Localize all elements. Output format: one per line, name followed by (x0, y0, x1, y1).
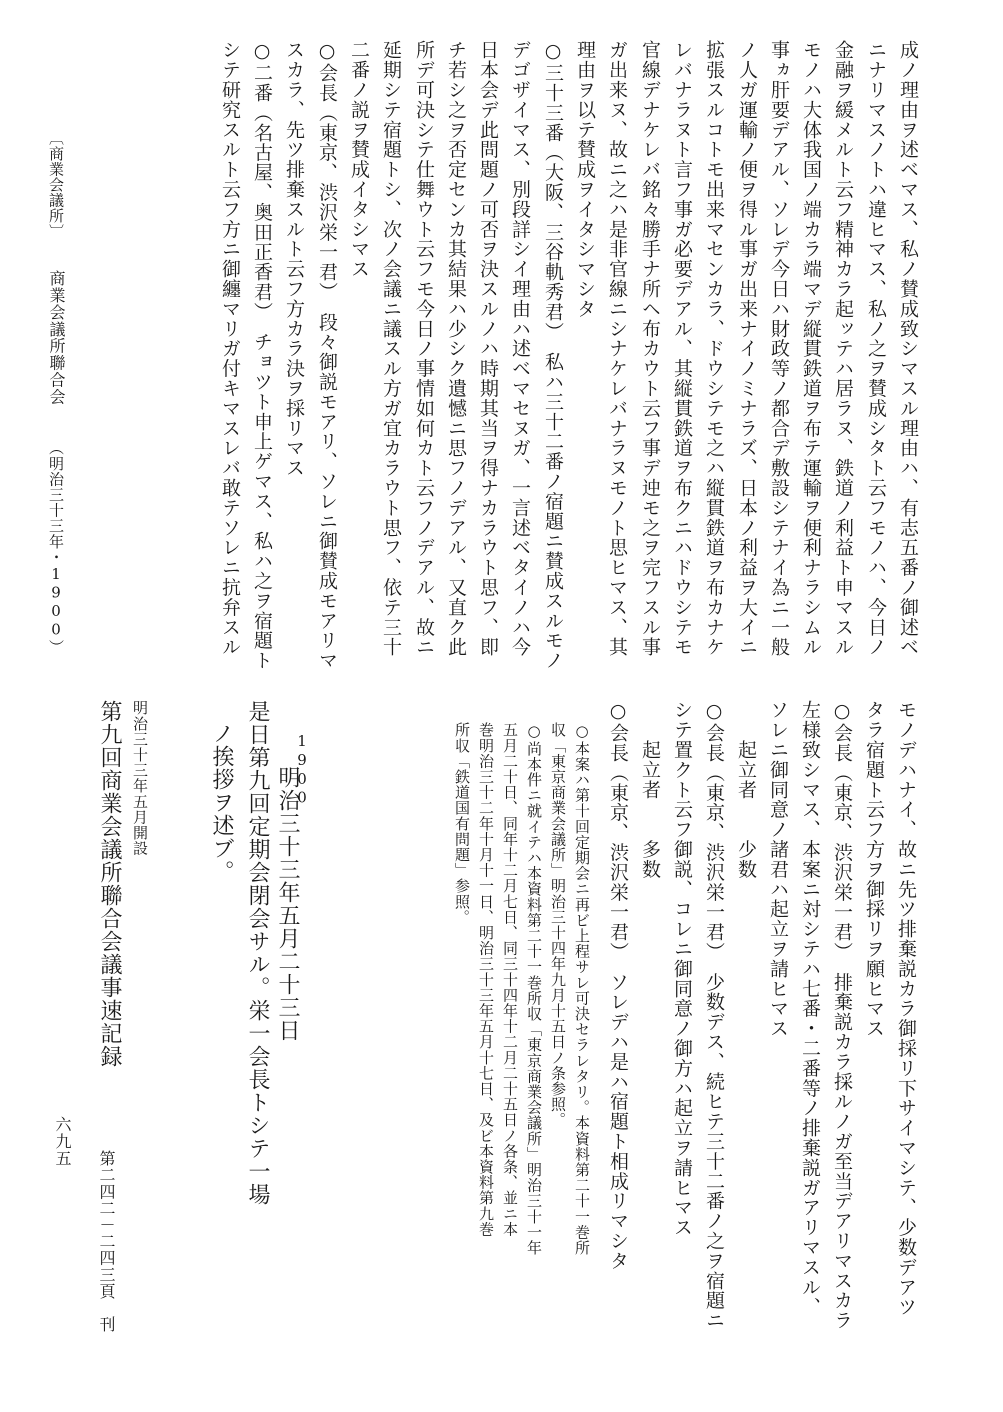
upper-text-column: ガ出来ヌ、故ニ之ハ是非官線ニシナケレバナラヌモノト思ヒマス、其 (606, 40, 628, 657)
upper-text-column: 拡張スルコトモ出来マセンカラ、ドウシテモ之ハ縦貫鉄道ヲ布カナケ (703, 40, 725, 657)
upper-text-column: 事ヵ肝要デアル、ソレデ今日ハ財政等ノ都合デ敷設シテナイ為ニ一般 (768, 40, 790, 657)
upper-text-column: チ若シ之ヲ否定センカ其結果ハ少シク遺憾ニ思フノデアル、又直ク此 (445, 40, 467, 657)
running-head-category: 〔商業会議所〕 (47, 130, 65, 240)
lower-text-column: 起立者 多数 (639, 700, 661, 880)
upper-text-column: 理由ヲ以テ賛成ヲイタシマシタ (574, 40, 596, 319)
upper-text-column: スカラ、先ツ排棄スルト云フ方カラ決ヲ採リマス (283, 40, 305, 478)
dated-entry-line-2: ノ挨拶ヲ述ブ。 (209, 722, 234, 883)
lower-text-column: ソレニ御同意ノ諸君ハ起立ヲ請ヒマス (767, 700, 789, 1039)
lower-text-column: ○会長（東京、渋沢栄一君） 排棄説カラ採ルノガ至当デアリマスカラ (831, 700, 853, 1331)
upper-text-column: 日本会デ此問題ノ可否ヲ決スルノハ時期其当ヲ得ナカラウト思フ、即 (477, 40, 499, 657)
editorial-note-column: 五月二十日、同年十二月七日、同三十四年十二月二十五日ノ各条、並ニ本 (501, 722, 519, 1237)
upper-text-column: 官線デナケレバ銘々勝手ナ所ヘ布カウト云フ事デ迚モ之ヲ完フスル事 (639, 40, 661, 657)
lower-text-column: ○会長（東京、渋沢栄一君） 少数デス、続ヒテ三十二番ノ之ヲ宿題ニ (703, 700, 725, 1331)
upper-text-column: 金融ヲ緩メルト云フ精神カラ起ッテハ居ラヌ、鉄道ノ利益ト申マスル (832, 40, 854, 657)
lower-text-column: 起立者 少数 (735, 700, 757, 880)
year-label: 1900 (293, 732, 311, 808)
upper-text-column: シテ研究スルト云フ方ニ御纏マリガ付キマスレバ敢テソレニ抗弁スル (219, 40, 241, 657)
entry-date: 明治三十三年五月二十三日 (275, 766, 300, 1042)
running-head-title: 商業会議所聯合会 (47, 270, 66, 406)
upper-text-column: モノハ大体我国ノ端カラ端マデ縦貫鉄道ヲ布テ運輸ヲ便利ナラシムル (800, 40, 822, 657)
lower-text-column: シテ置クト云フ御説、コレニ御同意ノ御方ハ起立ヲ請ヒマス (671, 700, 693, 1238)
running-head-year: （明治三十三年・1900） (47, 440, 65, 655)
upper-text-column: ○二番（名古屋、奥田正香君） チョツト申上ゲマス、私ハ之ヲ宿題ト (251, 40, 273, 671)
upper-text-column: 所デ可決シテ仕舞ウト云フモ今日ノ事情如何カト云フノデアル、故ニ (413, 40, 435, 657)
editorial-note-column: 所収「鉄道国有問題」参照。 (453, 722, 471, 925)
dated-entry-line-1: 是日第九回定期会閉会サル。栄一会長トシテ一場 (245, 700, 270, 1206)
upper-text-column: 延期シテ宿題トシ、次ノ会議ニ議スル方ガ宜カラウト思フ、依テ三十 (380, 40, 402, 657)
record-pages: 第二四二－二四三頁 刊 (97, 1150, 116, 1333)
editorial-note-column: ○尚本件ニ就イテハ本資料第二十一巻所収「東京商業会議所」明治三十一年 (525, 722, 543, 1256)
upper-text-column: ○三十三番（大阪、三谷軌秀君） 私ハ三十二番ノ宿題ニ賛成スルモノ (542, 40, 564, 671)
lower-text-column: ○会長（東京、渋沢栄一君） ソレデハ是ハ宿題ト相成リマシタ (607, 700, 629, 1271)
upper-text-column: レバナラヌト言フ事ガ必要デアル、其縦貫鉄道ヲ布クニハドウシテモ (671, 40, 693, 657)
editorial-note-column: 巻明治三十二年十月十一日、明治三十三年五月十七日、及ビ本資料第九巻 (477, 722, 495, 1237)
opened-note: 明治三十三年五月開設 (131, 700, 149, 856)
upper-text-column: ○会長（東京、渋沢栄一君） 段々御説モアリ、ソレニ御賛成モアリマ (316, 40, 338, 671)
editorial-note-column: 収「東京商業会議所」明治三十四年九月十五日ノ条参照。 (549, 722, 567, 1128)
lower-text-column: 左様致シマス、本案ニ対シテハ七番・二番等ノ排棄説ガアリマスル、 (799, 700, 821, 1317)
upper-text-column: デゴザイマス、別段詳シイ理由ハ述ベマセヌガ、一言述ベタイノハ今 (509, 40, 531, 657)
upper-text-column: 二番ノ説ヲ賛成イタシマス (348, 40, 370, 279)
editorial-note-column: ○本案ハ第十回定期会ニ再ビ上程サレ可決セラレタリ。本資料第二十一巻所 (573, 722, 591, 1256)
record-title: 第九回商業会議所聯合会議事速記録 (97, 700, 122, 1068)
upper-text-column: ノ人ガ運輸ノ便ヲ得ル事ガ出来ナイノミナラズ、日本ノ利益ヲ大イニ (736, 40, 758, 657)
upper-text-column: ニナリマスノトハ違ヒマス、私ノ之ヲ賛成シタト云フモノハ、今日ノ (865, 40, 887, 657)
upper-text-column: 成ノ理由ヲ述ベマス、私ノ賛成致シマスル理由ハ、有志五番ノ御述ベ (897, 40, 919, 657)
lower-text-column: タラ宿題ト云フ方ヲ御採リヲ願ヒマス (863, 700, 885, 1039)
lower-text-column: モノデハナイ、故ニ先ツ排棄説カラ御採リ下サイマシテ、少数デアツ (895, 700, 917, 1317)
page-number: 六九五 (53, 1116, 72, 1167)
